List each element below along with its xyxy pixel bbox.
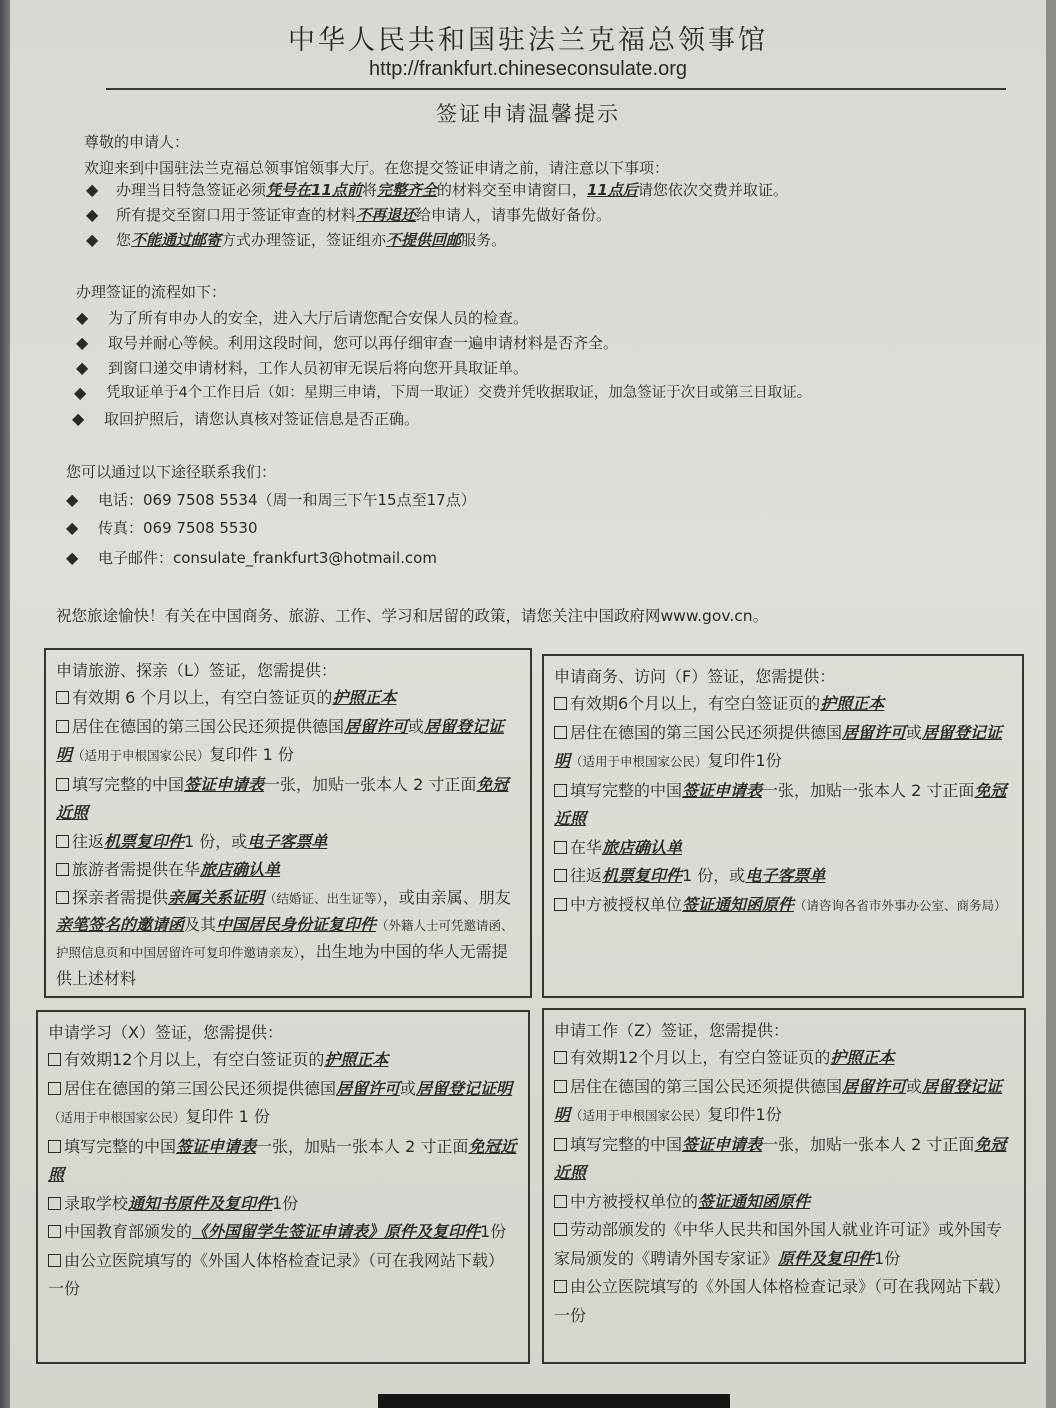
- note-2: 所有提交至窗口用于签证审查的材料不再退还给申请人，请事先做好备份。: [116, 206, 612, 224]
- closing-text: 祝您旅途愉快！有关在中国商务、旅游、工作、学习和居留的政策，请您关注中国政府网www.gov.cn。: [56, 607, 769, 625]
- checkbox-icon[interactable]: [554, 1223, 567, 1236]
- diamond-bullet-icon: ◆: [66, 548, 79, 567]
- process-step: 取回护照后，请您认真核对签证信息是否正确。: [104, 410, 420, 428]
- document-page: [10, 0, 1046, 1408]
- checklist-item: 有效期 6 个月以上，有空白签证页的护照正本: [56, 684, 520, 713]
- box-title: 申请学习（X）签证，您需提供：: [48, 1023, 283, 1042]
- checklist-item: 中方被授权单位签证通知函原件（请咨询各省市外事办公室、商务局）: [554, 891, 1012, 921]
- contact-phone: 电话：069 7508 5534（周一和周三下午15点至17点）: [98, 491, 476, 509]
- checkbox-icon[interactable]: [48, 1140, 61, 1153]
- note-1: 办理当日特急签证必须凭号在11点前将完整齐全的材料交至申请窗口，11点后请您依次交费并取证。: [116, 181, 788, 199]
- checkbox-icon[interactable]: [56, 691, 69, 704]
- diamond-bullet-icon: ◆: [72, 409, 85, 428]
- checklist-item: 填写完整的中国签证申请表一张，加贴一张本人 2 寸正面免冠近照: [554, 780, 1007, 828]
- checklist-item: 由公立医院填写的《外国人体格检查记录》（可在我网站下载）一份: [48, 1250, 505, 1298]
- checklist-item: 填写完整的中国签证申请表一张，加贴一张本人 2 寸正面免冠近照: [554, 1134, 1007, 1182]
- checklist-item: 居住在德国的第三国公民还须提供德国居留许可或居留登记证明（适用于申根国家公民）复印件 1 份: [56, 716, 505, 764]
- checklist-item: 填写完整的中国签证申请表一张，加贴一张本人 2 寸正面免冠近照: [48, 1136, 517, 1184]
- note-3: 您不能通过邮寄方式办理签证，签证组亦不提供回邮服务。: [116, 231, 507, 249]
- checkbox-icon[interactable]: [48, 1082, 61, 1095]
- process-heading: 办理签证的流程如下：: [76, 283, 227, 301]
- checklist-item: 由公立医院填写的《外国人体格检查记录》（可在我网站下载）一份: [554, 1277, 1011, 1325]
- box-study-visa: [36, 1010, 530, 1364]
- box-title: 申请旅游、探亲（L）签证，您需提供：: [56, 661, 337, 680]
- consulate-url[interactable]: http://frankfurt.chineseconsulate.org: [369, 58, 687, 80]
- checklist-item: 有效期6个月以上，有空白签证页的护照正本: [554, 690, 1012, 719]
- checklist-item: 有效期12个月以上，有空白签证页的护照正本: [48, 1046, 518, 1075]
- checklist-item: 填写完整的中国签证申请表一张，加贴一张本人 2 寸正面免冠近照: [56, 774, 509, 822]
- diamond-bullet-icon: ◆: [76, 358, 89, 377]
- process-step: 到窗口递交申请材料，工作人员初审无误后将向您开具取证单。: [108, 359, 529, 377]
- diamond-bullet-icon: ◆: [86, 205, 99, 224]
- diamond-bullet-icon: ◆: [76, 308, 89, 327]
- diamond-bullet-icon: ◆: [74, 383, 87, 402]
- diamond-bullet-icon: ◆: [66, 518, 79, 537]
- checklist-item: 居住在德国的第三国公民还须提供德国居留许可或居留登记证明（适用于申根国家公民）复印件 1 份: [48, 1078, 513, 1126]
- checkbox-icon[interactable]: [56, 778, 69, 791]
- checklist-item: 录取学校通知书原件及复印件1份: [48, 1190, 518, 1219]
- checkbox-icon[interactable]: [554, 898, 567, 911]
- checkbox-icon[interactable]: [56, 835, 69, 848]
- checkbox-icon[interactable]: [56, 863, 69, 876]
- box-business-visa: [542, 654, 1024, 998]
- checkbox-icon[interactable]: [554, 1080, 567, 1093]
- checklist-item: 往返机票复印件1 份，或电子客票单: [554, 862, 1012, 891]
- checklist-item: 往返机票复印件1 份，或电子客票单: [56, 828, 520, 857]
- checkbox-icon[interactable]: [48, 1197, 61, 1210]
- process-step: 为了所有申办人的安全，进入大厅后请您配合安保人员的检查。: [108, 309, 529, 327]
- checklist-item: 中方被授权单位的签证通知函原件: [554, 1188, 1014, 1217]
- checklist-item: 在华旅店确认单: [554, 834, 1012, 863]
- welcome-text: 欢迎来到中国驻法兰克福总领事馆领事大厅。在您提交签证申请之前，请注意以下事项：: [84, 159, 670, 177]
- box-work-visa: [542, 1008, 1026, 1364]
- diamond-bullet-icon: ◆: [66, 490, 79, 509]
- checkbox-icon[interactable]: [554, 869, 567, 882]
- checkbox-icon[interactable]: [554, 1051, 567, 1064]
- consulate-title: 中华人民共和国驻法兰克福总领事馆: [288, 25, 768, 56]
- checklist-item: 居住在德国的第三国公民还须提供德国居留许可或居留登记证明（适用于申根国家公民）复印件1份: [554, 1076, 1003, 1124]
- checkbox-icon[interactable]: [554, 1280, 567, 1293]
- checkbox-icon[interactable]: [48, 1225, 61, 1238]
- checklist-item: 探亲者需提供亲属关系证明（结婚证、出生证等），或由亲属、朋友亲笔签名的邀请函及其中国居民身份证复印件（外籍人士可凭邀请函、护照信息页和中国居留许可复印件邀请亲友），出生地为中国的华人无需提供上述材料: [56, 887, 514, 988]
- box-title: 申请商务、访问（F）签证，您需提供：: [554, 667, 836, 686]
- process-step: 凭取证单于4个工作日后（如：星期三申请，下周一取证）交费并凭收据取证，加急签证于次日或第三日取证。: [106, 385, 812, 401]
- diamond-bullet-icon: ◆: [86, 180, 99, 199]
- checkbox-icon[interactable]: [554, 1138, 567, 1151]
- contact-heading: 您可以通过以下途径联系我们：: [66, 463, 277, 481]
- checkbox-icon[interactable]: [554, 841, 567, 854]
- header-divider: [106, 88, 1006, 90]
- checkbox-icon[interactable]: [48, 1254, 61, 1267]
- checklist-item: 居住在德国的第三国公民还须提供德国居留许可或居留登记证明（适用于申根国家公民）复印件1份: [554, 722, 1003, 770]
- contact-fax: 传真：069 7508 5530: [98, 519, 258, 537]
- checkbox-icon[interactable]: [554, 1195, 567, 1208]
- checkbox-icon[interactable]: [48, 1053, 61, 1066]
- checklist-item: 有效期12个月以上，有空白签证页的护照正本: [554, 1044, 1014, 1073]
- box-tourism-visa: [44, 648, 532, 998]
- checkbox-icon[interactable]: [554, 726, 567, 739]
- greeting: 尊敬的申请人：: [84, 133, 190, 151]
- box-title: 申请工作（Z）签证，您需提供：: [554, 1021, 789, 1040]
- checkbox-icon[interactable]: [554, 784, 567, 797]
- bottom-dark-strip: [378, 1394, 730, 1408]
- checkbox-icon[interactable]: [554, 697, 567, 710]
- checklist-item: 劳动部颁发的《中华人民共和国外国人就业许可证》或外国专家局颁发的《聘请外国专家证》原件及复印件1份: [554, 1220, 1003, 1268]
- notice-title: 签证申请温馨提示: [436, 102, 620, 126]
- diamond-bullet-icon: ◆: [86, 230, 99, 249]
- diamond-bullet-icon: ◆: [76, 333, 89, 352]
- checklist-item: 旅游者需提供在华旅店确认单: [56, 856, 520, 885]
- checkbox-icon[interactable]: [56, 891, 69, 904]
- process-step: 取号并耐心等候。利用这段时间，您可以再仔细审查一遍申请材料是否齐全。: [108, 334, 619, 352]
- checkbox-icon[interactable]: [56, 720, 69, 733]
- checklist-item: 中国教育部颁发的《外国留学生签证申请表》原件及复印件1份: [48, 1218, 518, 1247]
- contact-email[interactable]: 电子邮件：consulate_frankfurt3@hotmail.com: [98, 549, 437, 567]
